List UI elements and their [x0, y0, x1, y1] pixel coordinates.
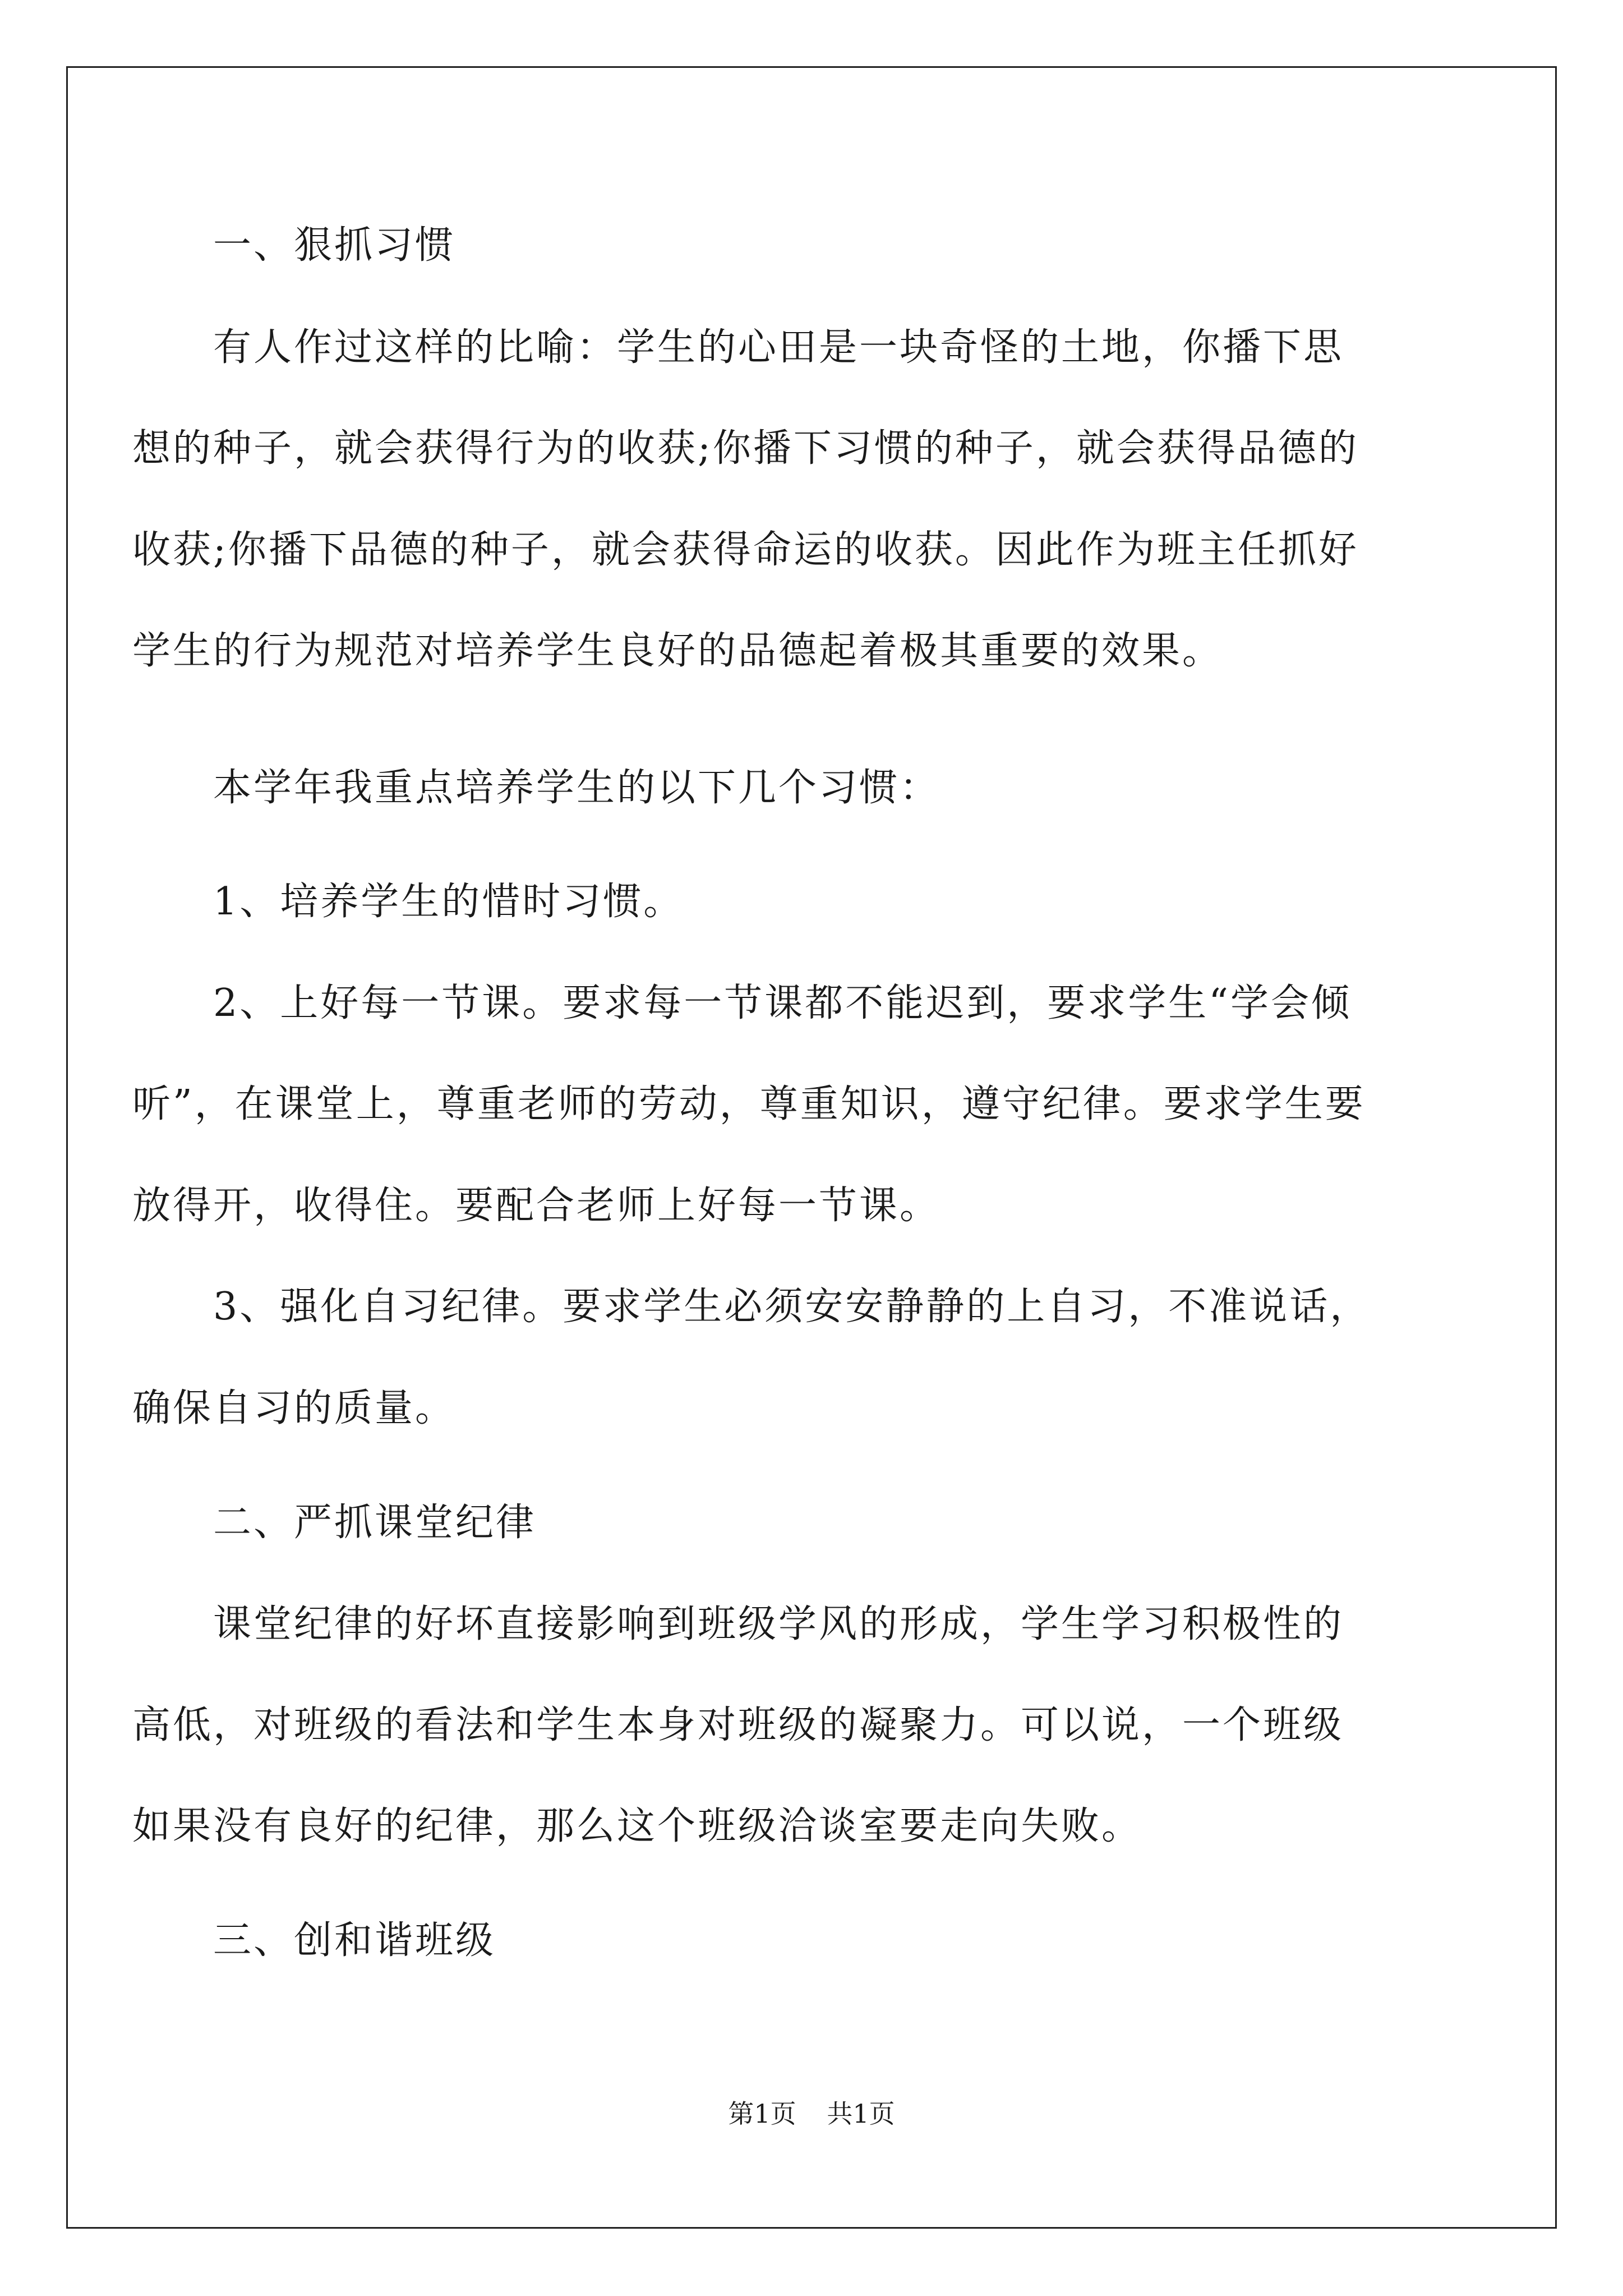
paragraph-line: 高低，对班级的看法和学生本身对班级的凝聚力。可以说，一个班级	[132, 1703, 1344, 1747]
paragraph-line: 听”，在课堂上，尊重老师的劳动，尊重知识，遵守纪律。要求学生要	[132, 1082, 1366, 1126]
paragraph-line: 确保自习的质量。	[132, 1386, 456, 1430]
section-heading-3: 三、创和谐班级	[132, 1918, 496, 1963]
section-heading-2: 二、严抓课堂纪律	[132, 1501, 537, 1545]
section-heading-1: 一、狠抓习惯	[132, 223, 456, 268]
page-number-current: 第1页	[728, 2099, 796, 2129]
paragraph-line: 想的种子，就会获得行为的收获;你播下习惯的种子，就会获得品德的	[132, 426, 1359, 471]
paragraph-line: 课堂纪律的好坏直接影响到班级学风的形成，学生学习积极性的	[132, 1602, 1344, 1646]
paragraph-line: 有人作过这样的比喻：学生的心田是一块奇怪的土地，你播下思	[132, 325, 1344, 370]
paragraph-line: 收获;你播下品德的种子，就会获得命运的收获。因此作为班主任抓好	[132, 528, 1359, 572]
page-footer	[0, 2097, 1623, 2131]
list-item-1: 1、培养学生的惜时习惯。	[132, 880, 684, 924]
paragraph-line: 本学年我重点培养学生的以下几个习惯：	[132, 766, 940, 810]
list-item-3: 3、强化自习纪律。要求学生必须安安静静的上自习，不准说话，	[132, 1285, 1371, 1329]
paragraph-line: 放得开，收得住。要配合老师上好每一节课。	[132, 1184, 940, 1228]
page-number-total: 共1页	[827, 2099, 895, 2129]
page-border	[66, 66, 1557, 2229]
paragraph-line: 学生的行为规范对培养学生良好的品德起着极其重要的效果。	[132, 629, 1223, 673]
list-item-2: 2、上好每一节课。要求每一节课都不能迟到，要求学生“学会倾	[132, 981, 1352, 1025]
paragraph-line: 如果没有良好的纪律，那么这个班级洽谈室要走向失败。	[132, 1804, 1142, 1848]
